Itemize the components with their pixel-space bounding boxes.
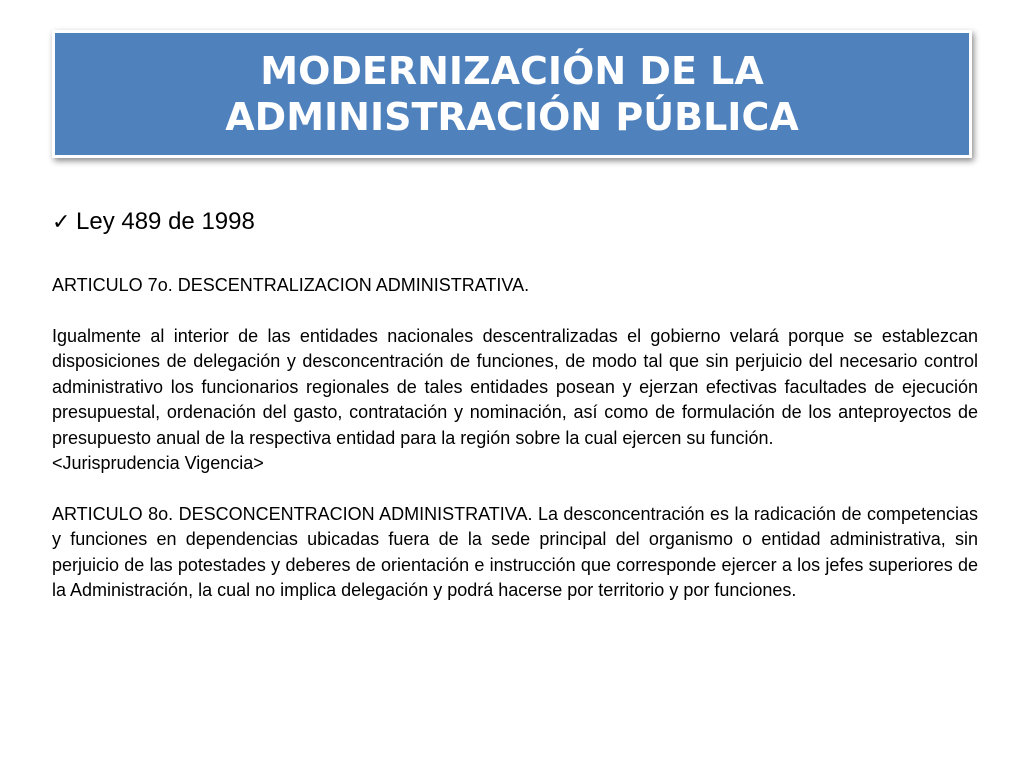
check-icon: ✓ [52, 209, 71, 234]
slide-content [52, 205, 978, 604]
article-7-heading: ARTICULO 7o. DESCENTRALIZACION ADMINISTRATIVA. [52, 275, 530, 295]
slide-title [52, 30, 972, 158]
jurisprudence-note: <Jurisprudencia Vigencia> [52, 453, 264, 473]
law-title: Ley 489 de 1998 [76, 208, 255, 235]
article-7-body: Igualmente al interior de las entidades nacionales descentralizadas el gobierno velará porque se establezcan disposiciones de delegación y desconcentración de funciones, de modo tal que sin perjuicio del necesario control administrativo los funcionarios regionales de tales entidades posean y ejerzan efectivas facultades de ejecución presupuestal, ordenación del gasto, contratación y nominación, así como de formulación de los anteproyectos de presupuesto anual de la respectiva entidad para la región sobre la cual ejercen su función. [52, 325, 978, 448]
law-bullet [52, 205, 978, 239]
slide-title-line-2: ADMINISTRACIÓN PÚBLICA [225, 95, 799, 139]
slide-title-line-1: MODERNIZACIÓN DE LA [260, 49, 764, 93]
paragraph-gap [52, 477, 978, 502]
article-8-body: ARTICULO 8o. DESCONCENTRACION ADMINISTRATIVA. La desconcentración es la radicación de competencias y funciones en dependencias ubicadas fuera de la sede principal del organismo o entidad administrativa, sin perjuicio de las potestades y deberes de orientación e instrucción que corresponde ejercer a los jefes superiores de la Administración, la cual no implica delegación y podrá hacerse por territorio y por funciones. [52, 503, 978, 600]
